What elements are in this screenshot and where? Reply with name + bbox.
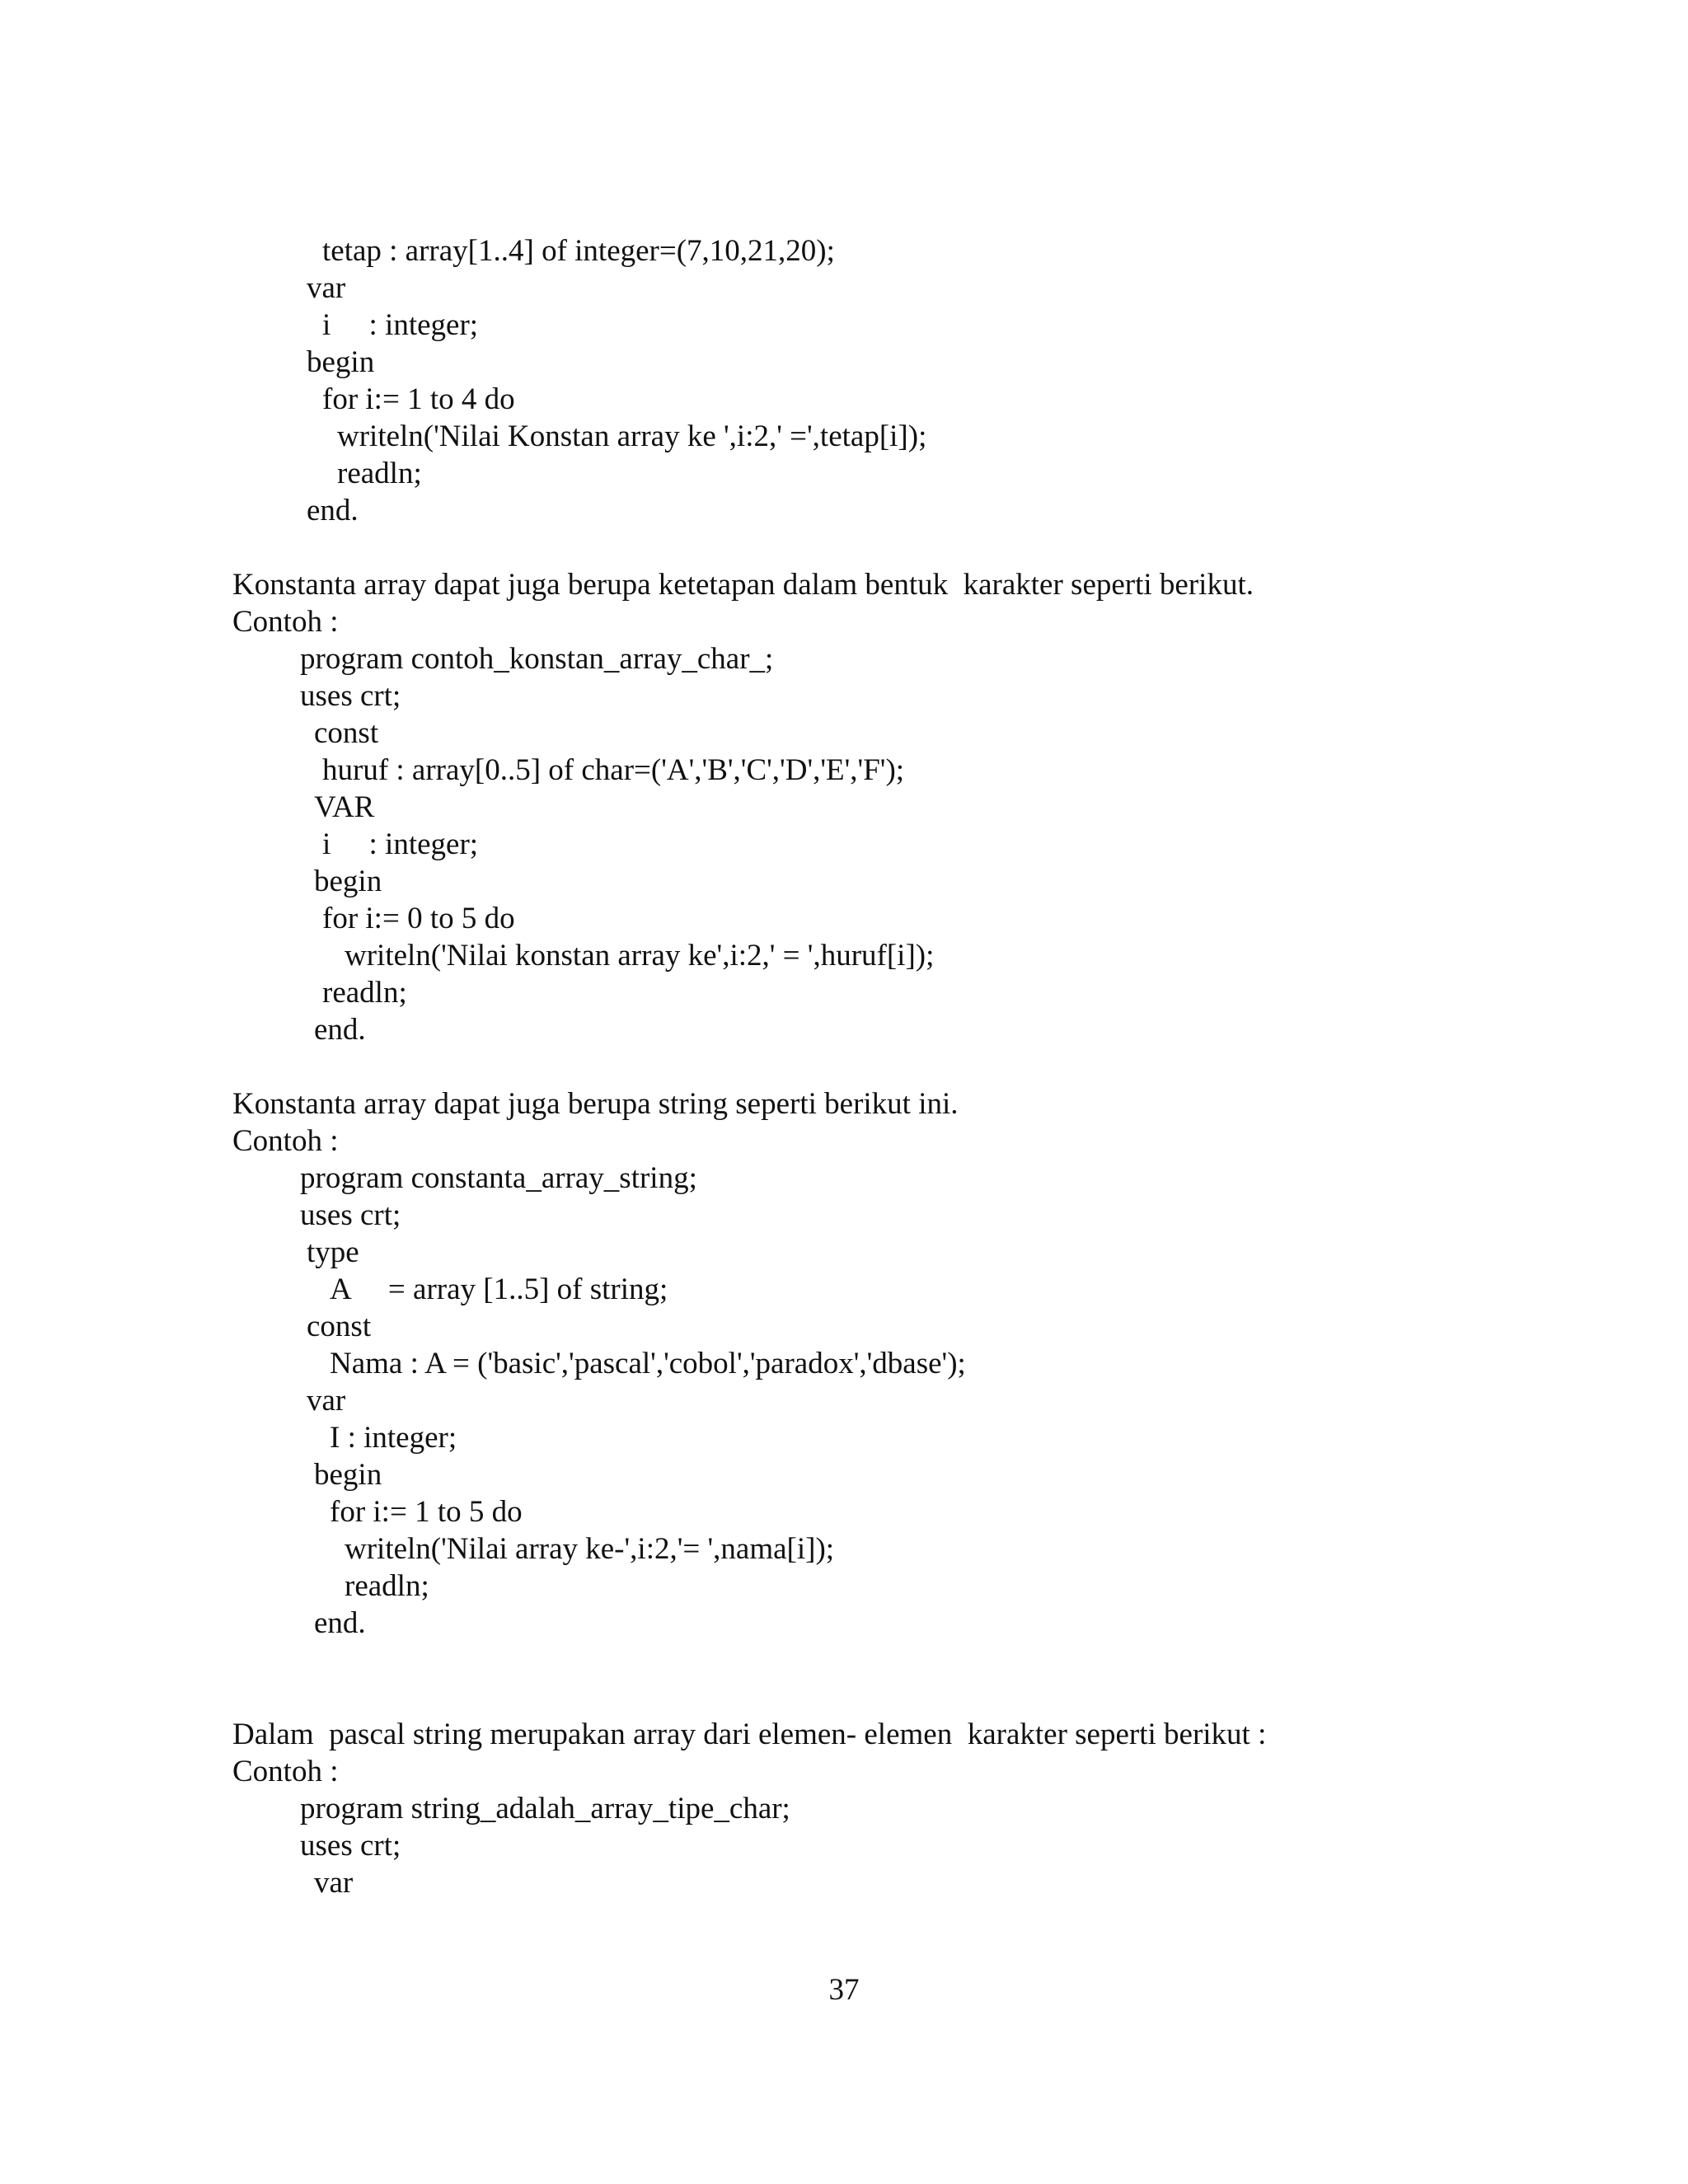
body-paragraph: Konstanta array dapat juga berupa string seperti berikut ini.: [232, 1087, 959, 1121]
code-line: program contoh_konstan_array_char_;: [300, 642, 774, 676]
code-line: huruf : array[0..5] of char=('A','B','C','D','E','F');: [322, 753, 905, 787]
example-label: Contoh :: [232, 605, 339, 639]
code-line: Nama : A = ('basic','pascal','cobol','paradox','dbase');: [330, 1347, 966, 1380]
body-paragraph: Konstanta array dapat juga berupa ketetapan dalam bentuk karakter seperti berikut.: [232, 568, 1254, 602]
example-label: Contoh :: [232, 1124, 339, 1158]
code-line: for i:= 1 to 5 do: [330, 1495, 523, 1529]
code-line: var: [307, 271, 346, 305]
code-line: i : integer;: [322, 308, 479, 342]
code-line: uses crt;: [300, 1198, 401, 1232]
code-line: i : integer;: [322, 827, 479, 861]
code-line: uses crt;: [300, 679, 401, 713]
code-line: end.: [314, 1606, 366, 1640]
page-number: 37: [828, 1973, 860, 2007]
code-line: readln;: [322, 976, 407, 1010]
code-line: tetap : array[1..4] of integer=(7,10,21,20);: [322, 234, 835, 268]
code-line: type: [307, 1235, 359, 1269]
code-line: writeln('Nilai Konstan array ke ',i:2,' =',tetap[i]);: [337, 419, 927, 453]
code-line: for i:= 1 to 4 do: [322, 382, 515, 416]
code-line: end.: [307, 494, 359, 527]
code-line: uses crt;: [300, 1829, 401, 1863]
code-line: begin: [314, 1458, 382, 1492]
code-line: end.: [314, 1013, 366, 1047]
code-line: writeln('Nilai konstan array ke',i:2,' = ',huruf[i]);: [345, 939, 935, 972]
code-line: begin: [307, 345, 375, 379]
example-label: Contoh :: [232, 1755, 339, 1788]
code-line: program constanta_array_string;: [300, 1161, 697, 1195]
code-line: program string_adalah_array_tipe_char;: [300, 1792, 790, 1825]
code-line: A = array [1..5] of string;: [330, 1272, 668, 1306]
code-line: const: [307, 1310, 372, 1343]
code-line: I : integer;: [330, 1421, 457, 1455]
body-paragraph: Dalam pascal string merupakan array dari elemen- elemen karakter seperti berikut :: [232, 1718, 1267, 1751]
code-line: begin: [314, 865, 382, 898]
code-line: writeln('Nilai array ke-',i:2,'= ',nama[i]);: [345, 1532, 835, 1566]
code-line: VAR: [314, 790, 375, 824]
code-line: readln;: [337, 457, 422, 490]
code-line: const: [314, 716, 379, 750]
code-line: var: [314, 1866, 354, 1900]
code-line: var: [307, 1384, 346, 1418]
code-line: readln;: [345, 1569, 429, 1603]
code-line: for i:= 0 to 5 do: [322, 902, 515, 935]
